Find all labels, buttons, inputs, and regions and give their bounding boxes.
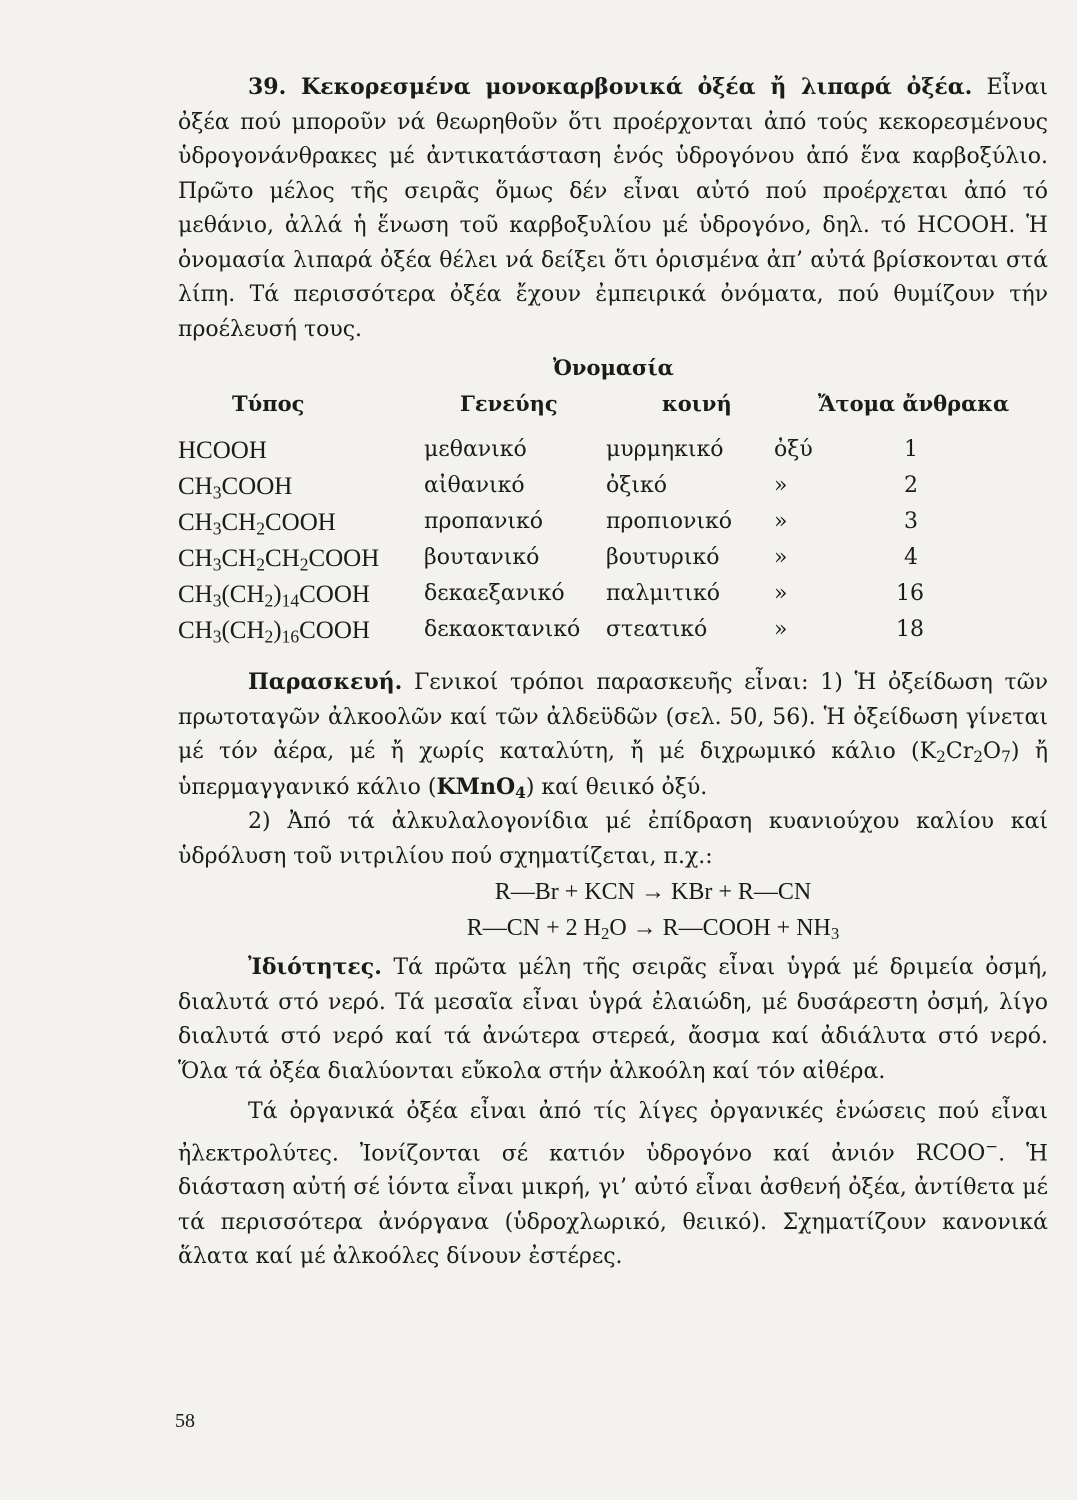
equation-2: R—CN + 2 $H_2O$ → R—COOH + $NH_3$: [466, 915, 840, 944]
formula-kmno4: KMnO$_4$: [436, 773, 526, 802]
common-name-cell: ὀξικό: [606, 473, 667, 498]
common-name-cell: στεατικό: [606, 617, 708, 642]
suffix-cell: »: [774, 617, 788, 642]
preparation-method-2: 2) Ἀπό τά ἀλκυλαλογονίδια μέ ἐπίδραση κυανιούχου καλίου καί ὑδρόλυση τοῦ νιτριλίου πού σχηματίζεται, π.χ.:: [178, 809, 1048, 869]
properties-paragraph: Ἰδιότητες. Τά πρῶτα μέλη τῆς σειρᾶς εἶναι ὑγρά μέ δριμεία ὀσμή, διαλυτά στό νερό. Τά μεσαῖα εἶναι ὑγρά ἐλαιώδη, μέ δυσάρεστη ὀσμή, λίγο διαλυτά στό νερό καί τά ἀνώτερα στερεά, ἄοσμα καί ἀδιάλυτα στό νερό. Ὅλα τά ὀξέα διαλύονται εὔκολα στήν ἀλκοόλη καί τόν αἰθέρα.: [178, 954, 1048, 1084]
section-title: 39. Κεκορεσμένα μονοκαρβονικά ὀξέα ἤ λιπαρά ὀξέα.: [248, 74, 973, 100]
geneva-name-cell: μεθανικό: [424, 437, 527, 462]
suffix-cell: »: [774, 545, 788, 570]
carbons-cell: 18: [896, 617, 924, 642]
carbons-cell: 1: [904, 437, 918, 462]
anion-formula: RCOO−: [915, 1137, 999, 1166]
preparation-paragraph: Παρασκευή. Γενικοί τρόποι παρασκευῆς εἶναι: 1) Ἡ ὀξείδωση τῶν πρωτοταγῶν ἀλκοολῶν καί τῶν ἀλδεϋδῶν (σελ. 50, 56). Ἡ ὀξείδωση γίνεται μέ τόν ἀέρα, μέ ἤ χωρίς καταλύτη, ἤ μέ διχρωμικό κάλιο $(K_2Cr_2O_7)$ ἤ ὑπερμαγγανικό κάλιο (KMnO$_4$) καί θειικό ὀξύ.: [178, 669, 1049, 802]
formula-cell: $CH_3(CH_2)_{14}COOH$: [178, 581, 370, 611]
common-name-cell: μυρμηκικό: [606, 437, 724, 462]
carbons-cell: 4: [904, 545, 918, 570]
formula-k2cr2o7: $K_2Cr_2O_7$: [919, 739, 1011, 766]
formula-cell: $CH_3CH_2CH_2COOH$: [178, 545, 380, 575]
header-formula: Τύπος: [232, 391, 305, 416]
suffix-cell: »: [774, 473, 788, 498]
electrolytes-paragraph: Τά ὀργανικά ὀξέα εἶναι ἀπό τίς λίγες ὀργανικές ἑνώσεις πού εἶναι ἠλεκτρολύτες. Ἰονίζονται σέ κατιόν ὑδρογόνο καί ἀνιόν RCOO−. Ἡ διάσταση αὐτή σέ ἰόντα εἶναι μικρή, γι’ αὐτό εἶναι ἀσθενή ὀξέα, ἀντίθετα μέ τά περισσότερα ἀνόργανα (ὑδροχλωρικό, θειικό). Σχηματίζουν κανονικά ἅλατα καί μέ ἀλκοόλες δίνουν ἐστέρες.: [178, 1099, 1048, 1270]
page-content: [178, 70, 1048, 1275]
suffix-cell: ὀξύ: [774, 437, 813, 462]
acids-table: [178, 349, 1048, 659]
page-number: 58: [175, 1410, 195, 1432]
suffix-cell: »: [774, 509, 788, 534]
geneva-name-cell: προπανικό: [424, 509, 543, 534]
section-paragraph: [178, 70, 1048, 347]
table-row: [178, 545, 1048, 581]
table-row: [178, 473, 1048, 509]
carbons-cell: 2: [904, 473, 918, 498]
properties-label: Ἰδιότητες.: [248, 954, 382, 980]
common-name-cell: βουτυρικό: [606, 545, 720, 570]
geneva-name-cell: δεκαεξανικό: [424, 581, 565, 606]
carbons-cell: 16: [896, 581, 924, 606]
formula-cell: HCOOH: [178, 437, 267, 464]
table-row: [178, 509, 1048, 545]
common-name-cell: παλμιτικό: [606, 581, 720, 606]
geneva-name-cell: δεκαοκτανικό: [424, 617, 581, 642]
formula-cell: $CH_3COOH$: [178, 473, 293, 503]
geneva-name-cell: αἰθανικό: [424, 473, 525, 498]
equations: [178, 874, 1048, 946]
common-name-cell: προπιονικό: [606, 509, 732, 534]
table-row: [178, 617, 1048, 653]
geneva-name-cell: βουτανικό: [424, 545, 540, 570]
formula-cell: $CH_3(CH_2)_{16}COOH$: [178, 617, 370, 647]
suffix-cell: »: [774, 581, 788, 606]
header-carbons: Ἄτομα ἄνθρακα: [818, 391, 1010, 416]
preparation-label: Παρασκευή.: [248, 669, 403, 695]
formula-cell: $CH_3CH_2COOH$: [178, 509, 336, 539]
table-row: [178, 581, 1048, 617]
equation-1: R—Br + KCN → KBr + R—CN: [494, 879, 812, 905]
table-row: [178, 437, 1048, 473]
header-common: κοινή: [662, 391, 732, 416]
header-naming: Ὀνομασία: [553, 355, 674, 380]
carbons-cell: 3: [904, 509, 918, 534]
header-geneva: Γενεύης: [460, 391, 558, 416]
section-intro: Εἶναι ὀξέα πού μποροῦν νά θεωρηθοῦν ὅτι προέρχονται ἀπό τούς κεκορεσμένους ὑδρογονάνθρακες μέ ἀντικατάσταση ἑνός ὑδρογόνου ἀπό ἕνα καρβοξύλιο. Πρῶτο μέλος τῆς σειρᾶς ὅμως δέν εἶναι αὐτό πού προέρχεται ἀπό τό μεθάνιο, ἀλλά ἡ ἕνωση τοῦ καρβοξυλίου μέ ὑδρογόνο, δηλ. τό HCOOH. Ἡ ὀνομασία λιπαρά ὀξέα θέλει νά δείξει ὅτι ὁρισμένα ἀπ’ αὐτά βρίσκονται στά λίπη. Τά περισσότερα ὀξέα ἔχουν ἐμπειρικά ὀνόματα, πού θυμίζουν τήν προέλευσή τους.: [178, 75, 1048, 342]
